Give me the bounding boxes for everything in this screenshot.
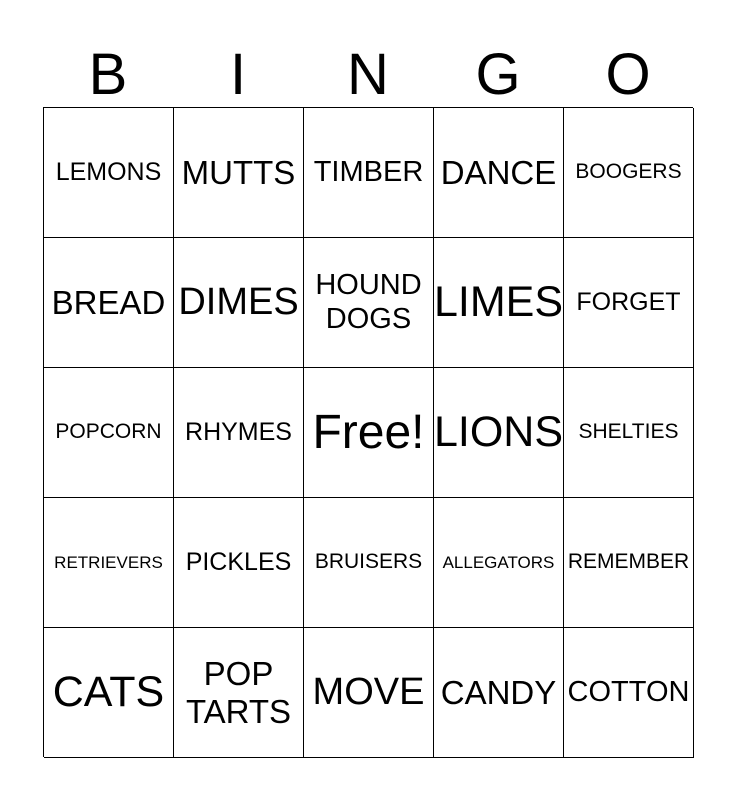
bingo-cell[interactable] (304, 108, 434, 238)
bingo-cell[interactable] (434, 108, 564, 238)
cell-label: ALLEGATORS (442, 552, 555, 572)
header-letter-b: B (88, 42, 128, 107)
bingo-cell[interactable] (564, 238, 694, 368)
bingo-cell[interactable] (434, 498, 564, 628)
free-space-label: Free! (312, 405, 425, 459)
bingo-cell[interactable] (564, 498, 694, 628)
bingo-cell[interactable] (174, 368, 304, 498)
cell-label: BRUISERS (314, 550, 423, 574)
bingo-cell[interactable] (44, 628, 174, 758)
bingo-cell[interactable] (304, 238, 434, 368)
cell-label: DIMES (178, 280, 299, 323)
cell-label: BREAD (51, 283, 166, 321)
bingo-cell[interactable] (304, 628, 434, 758)
bingo-cell[interactable] (564, 368, 694, 498)
bingo-cell[interactable] (564, 628, 694, 758)
bingo-cell[interactable] (44, 498, 174, 628)
bingo-cell[interactable] (44, 368, 174, 498)
cell-label: TIMBER (313, 155, 424, 188)
bingo-cell[interactable] (44, 238, 174, 368)
bingo-cell[interactable] (44, 108, 174, 238)
bingo-cell[interactable] (434, 368, 564, 498)
cell-label: LIONS (434, 407, 564, 456)
header-letter-o: O (605, 42, 651, 107)
cell-label: LEMONS (55, 158, 162, 187)
bingo-cell-free[interactable] (304, 368, 434, 498)
bingo-cell[interactable] (174, 498, 304, 628)
bingo-cell[interactable] (564, 108, 694, 238)
bingo-cell[interactable] (174, 238, 304, 368)
cell-label: RHYMES (185, 418, 292, 447)
cell-label: POPCORN (55, 420, 162, 444)
bingo-cell[interactable] (304, 498, 434, 628)
cell-label: MUTTS (181, 153, 296, 191)
cell-label: PICKLES (185, 548, 292, 577)
cell-label: MOVE (312, 670, 425, 713)
cell-label: LIMES (434, 277, 564, 326)
cell-label: COTTON (567, 675, 690, 708)
cell-label: RETRIEVERS (54, 552, 163, 572)
bingo-cell[interactable] (434, 628, 564, 758)
cell-label: REMEMBER (567, 550, 690, 574)
bingo-grid (43, 107, 693, 757)
cell-label: BOOGERS (575, 160, 682, 184)
bingo-cell[interactable] (174, 108, 304, 238)
cell-label: HOUND DOGS (315, 269, 422, 335)
cell-label: DANCE (440, 153, 557, 191)
header-letter-i: I (229, 42, 247, 107)
bingo-cell[interactable] (174, 628, 304, 758)
cell-label: SHELTIES (578, 420, 679, 444)
bingo-cell[interactable] (434, 238, 564, 368)
cell-label: POP TARTS (185, 654, 292, 730)
cell-label: CANDY (440, 673, 557, 711)
header-letter-g: G (475, 42, 521, 107)
cell-label: CATS (52, 667, 165, 716)
cell-label: FORGET (576, 288, 681, 317)
bingo-header (43, 42, 693, 108)
header-letter-n: N (347, 42, 389, 107)
